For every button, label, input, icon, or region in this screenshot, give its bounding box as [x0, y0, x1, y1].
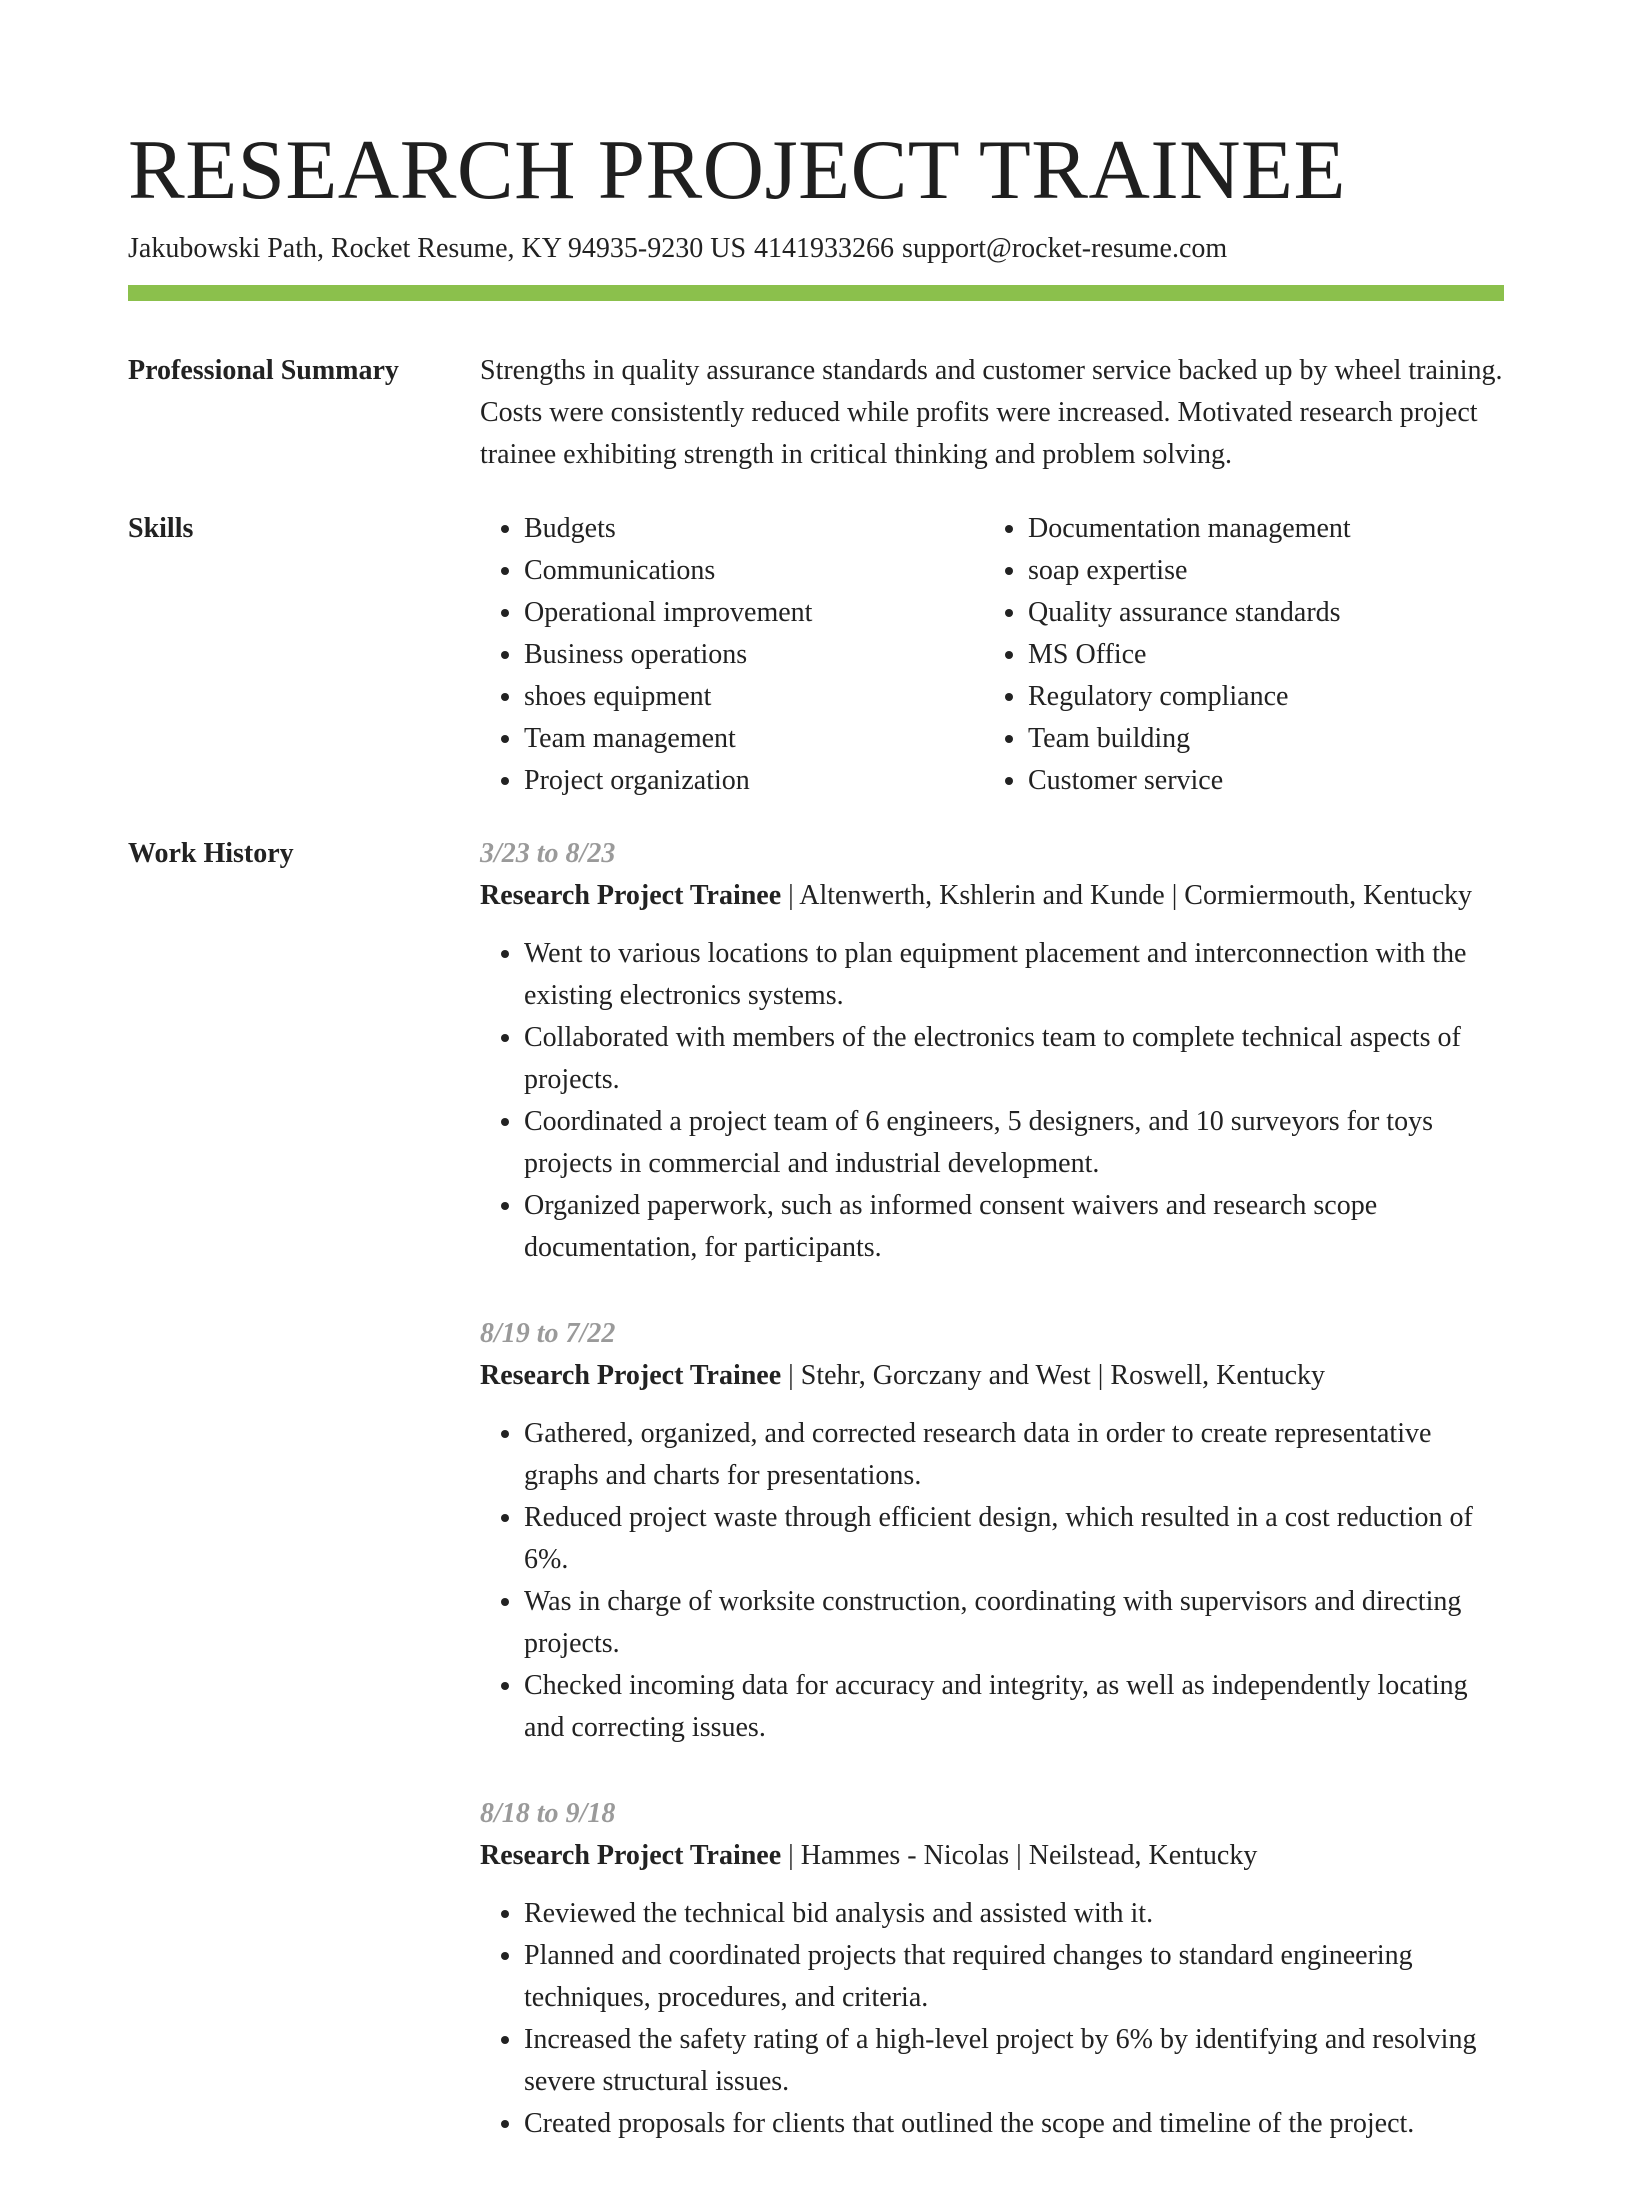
job-list — [480, 833, 1504, 2189]
job-bullet: • Reduced project waste through efficient design, which resulted in a cost reduction of 6%. — [524, 1497, 1504, 1581]
job-entry — [480, 1793, 1504, 2145]
job-bullet: • Reviewed the technical bid analysis and assisted with it. — [524, 1893, 1504, 1935]
job-dates: 3/23 to 8/23 — [480, 838, 616, 869]
skill-item: • Communications — [524, 550, 984, 592]
skill-item: • Project organization — [524, 760, 984, 802]
contact-line — [128, 232, 1227, 266]
skill-item: • MS Office — [1028, 634, 1488, 676]
job-bullet: • Collaborated with members of the electronics team to complete technical aspects of projects. — [524, 1017, 1504, 1101]
job-company: Altenwerth, Kshlerin and Kunde — [799, 880, 1165, 911]
job-location: Roswell, Kentucky — [1110, 1360, 1326, 1391]
contact-phone: 4141933266 — [754, 233, 895, 264]
job-entry — [480, 833, 1504, 1269]
summary-heading: Professional Summary — [128, 355, 399, 386]
job-bullet: • Organized paperwork, such as informed consent waivers and research scope documentation, for participants. — [524, 1185, 1504, 1269]
accent-divider — [128, 285, 1504, 301]
skill-item: • Regulatory compliance — [1028, 676, 1488, 718]
skill-item: • soap expertise — [1028, 550, 1488, 592]
contact-email: support@rocket-resume.com — [902, 233, 1228, 264]
job-title: Research Project Trainee — [480, 1840, 782, 1871]
skill-item: • Budgets — [524, 508, 984, 550]
job-title: Research Project Trainee — [480, 880, 782, 911]
job-title-line: Research Project Trainee | Stehr, Gorczany and West | Roswell, Kentucky — [480, 1360, 1326, 1391]
work-history-heading: Work History — [128, 838, 294, 869]
job-title-line: Research Project Trainee | Hammes - Nicolas | Neilstead, Kentucky — [480, 1840, 1258, 1871]
job-title: Research Project Trainee — [480, 1360, 782, 1391]
job-bullet-list — [480, 933, 1504, 1269]
job-entry — [480, 1313, 1504, 1749]
job-company: Hammes - Nicolas — [800, 1840, 1010, 1871]
job-bullet: • Created proposals for clients that outlined the scope and timeline of the project. — [524, 2103, 1504, 2145]
job-dates: 8/18 to 9/18 — [480, 1798, 616, 1829]
contact-address: Jakubowski Path, Rocket Resume, KY 94935-9230 US — [128, 233, 747, 264]
job-dates: 8/19 to 7/22 — [480, 1318, 616, 1349]
job-bullet-list — [480, 1893, 1504, 2145]
resume-name: RESEARCH PROJECT TRAINEE — [128, 123, 1346, 217]
skill-item: • Quality assurance standards — [1028, 592, 1488, 634]
job-bullet: • Gathered, organized, and corrected research data in order to create representative graphs and charts for presentations. — [524, 1413, 1504, 1497]
job-location: Neilstead, Kentucky — [1028, 1840, 1258, 1871]
summary-text: Strengths in quality assurance standards and customer service backed up by wheel training. Costs were consistently reduced while profits were increased. Motivated research project trainee exhibiting strength in critical thinking and problem solving. — [480, 355, 1503, 470]
skills-list-right — [984, 508, 1488, 802]
skill-item: • Documentation management — [1028, 508, 1488, 550]
skill-item: • Team building — [1028, 718, 1488, 760]
job-bullet: • Coordinated a project team of 6 engineers, 5 designers, and 10 surveyors for toys projects in commercial and industrial development. — [524, 1101, 1504, 1185]
skill-item: • Team management — [524, 718, 984, 760]
job-bullet: • Increased the safety rating of a high-level project by 6% by identifying and resolving severe structural issues. — [524, 2019, 1504, 2103]
skills-heading: Skills — [128, 513, 194, 544]
skill-item: • shoes equipment — [524, 676, 984, 718]
job-location: Cormiermouth, Kentucky — [1184, 880, 1473, 911]
job-bullet: • Checked incoming data for accuracy and integrity, as well as independently locating and correcting issues. — [524, 1665, 1504, 1749]
job-bullet: • Was in charge of worksite construction, coordinating with supervisors and directing projects. — [524, 1581, 1504, 1665]
job-bullet-list — [480, 1413, 1504, 1749]
job-bullet: • Planned and coordinated projects that required changes to standard engineering techniques, procedures, and criteria. — [524, 1935, 1504, 2019]
job-title-line: Research Project Trainee | Altenwerth, Kshlerin and Kunde | Cormiermouth, Kentucky — [480, 880, 1473, 911]
skills-list-left — [480, 508, 984, 802]
skill-item: • Operational improvement — [524, 592, 984, 634]
job-company: Stehr, Gorczany and West — [800, 1360, 1091, 1391]
job-bullet: • Went to various locations to plan equipment placement and interconnection with the existing electronics systems. — [524, 933, 1504, 1017]
skill-item: • Customer service — [1028, 760, 1488, 802]
skill-item: • Business operations — [524, 634, 984, 676]
